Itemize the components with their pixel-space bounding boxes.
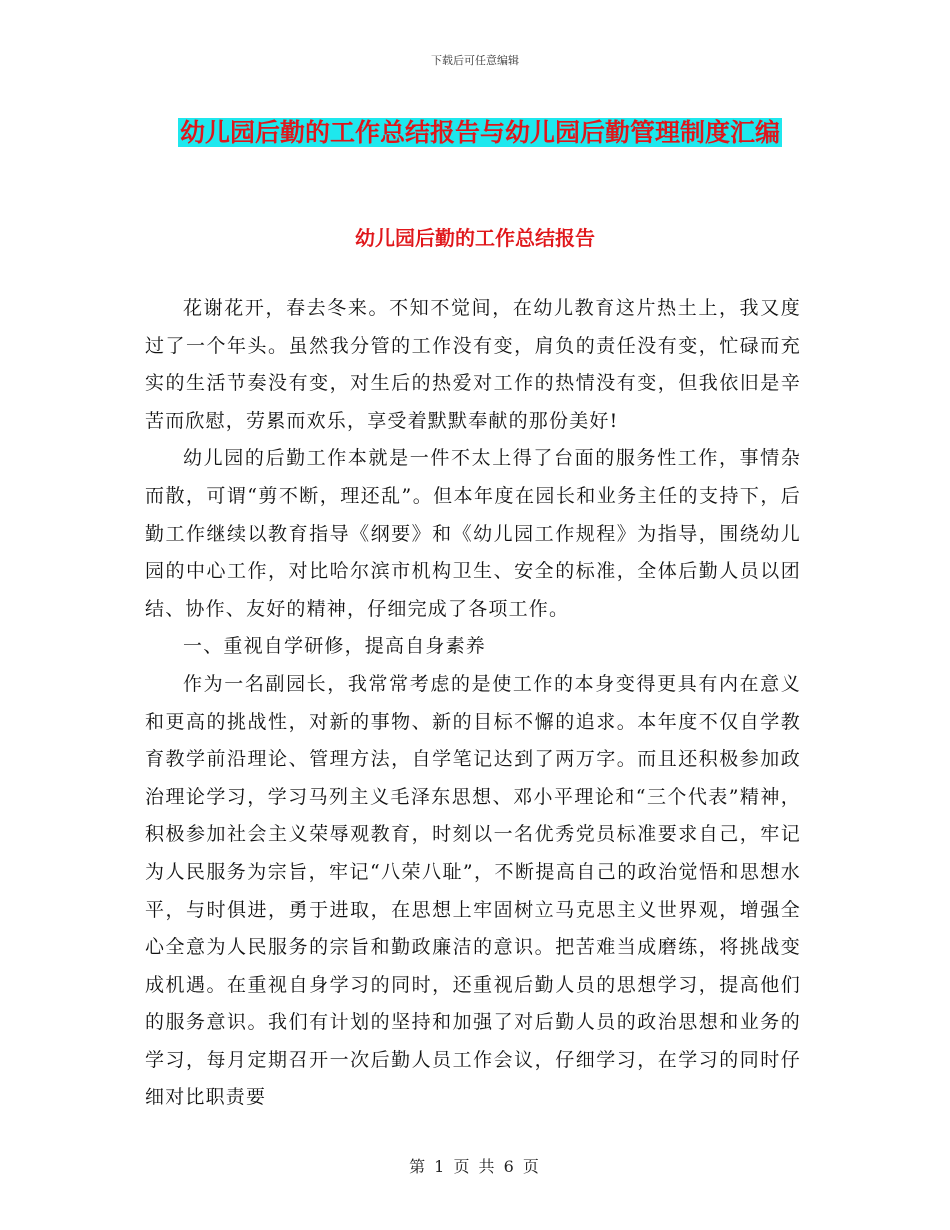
document-title-text: 幼儿园后勤的工作总结报告与幼儿园后勤管理制度汇编 [179,118,780,147]
body-paragraph: 作为一名副园长，我常常考虑的是使工作的本身变得更具有内在意义和更高的挑战性，对新的事物、新的目标不懈的追求。本年度不仅自学教育教学前沿理论、管理方法，自学笔记达到了两万字。而且还积极参加政治理论学习，学习马列主义毛泽东思想、邓小平理论和“三个代表”精神，积极参加社会主义荣辱观教育，时刻以一名优秀党员标准要求自己，牢记为人民服务为宗旨，牢记“八荣八耻”，不断提高自己的政治觉悟和思想水平，与时俱进，勇于进取，在思想上牢固树立马克思主义世界观，增强全心全意为人民服务的宗旨和勤政廉洁的意识。把苦难当成磨练，将挑战变成机遇。在重视自身学习的同时，还重视后勤人员的思想学习，提高他们的服务意识。我们有计划的坚持和加强了对后勤人员的政治思想和业务的学习，每月定期召开一次后勤人员工作会议，仔细学习，在学习的同时仔细对比职责要 [145,672,801,1109]
section-title: 幼儿园后勤的工作总结报告 [355,226,595,250]
page-header-note: 下载后可任意编辑 [431,54,519,67]
section-heading: 一、重视自学研修，提高自身素养 [183,635,487,658]
document-body [145,290,801,1117]
document-title [140,112,820,154]
page-number: 第 1 页 共 6 页 [409,1157,541,1176]
body-paragraph: 幼儿园的后勤工作本就是一件不太上得了台面的服务性工作，事情杂而散，可谓“剪不断，理还乱”。但本年度在园长和业务主任的支持下，后勤工作继续以教育指导《纲要》和《幼儿园工作规程》为指导，围绕幼儿园的中心工作，对比哈尔滨市机构卫生、安全的标准，全体后勤人员以团结、协作、友好的精神，仔细完成了各项工作。 [145,447,801,620]
body-paragraph: 花谢花开，春去冬来。不知不觉间，在幼儿教育这片热土上，我又度过了一个年头。虽然我分管的工作没有变，肩负的责任没有变，忙碌而充实的生活节奏没有变，对生后的热爱对工作的热情没有变，但我依旧是辛苦而欣慰，劳累而欢乐，享受着默默奉献的那份美好! [145,297,801,432]
